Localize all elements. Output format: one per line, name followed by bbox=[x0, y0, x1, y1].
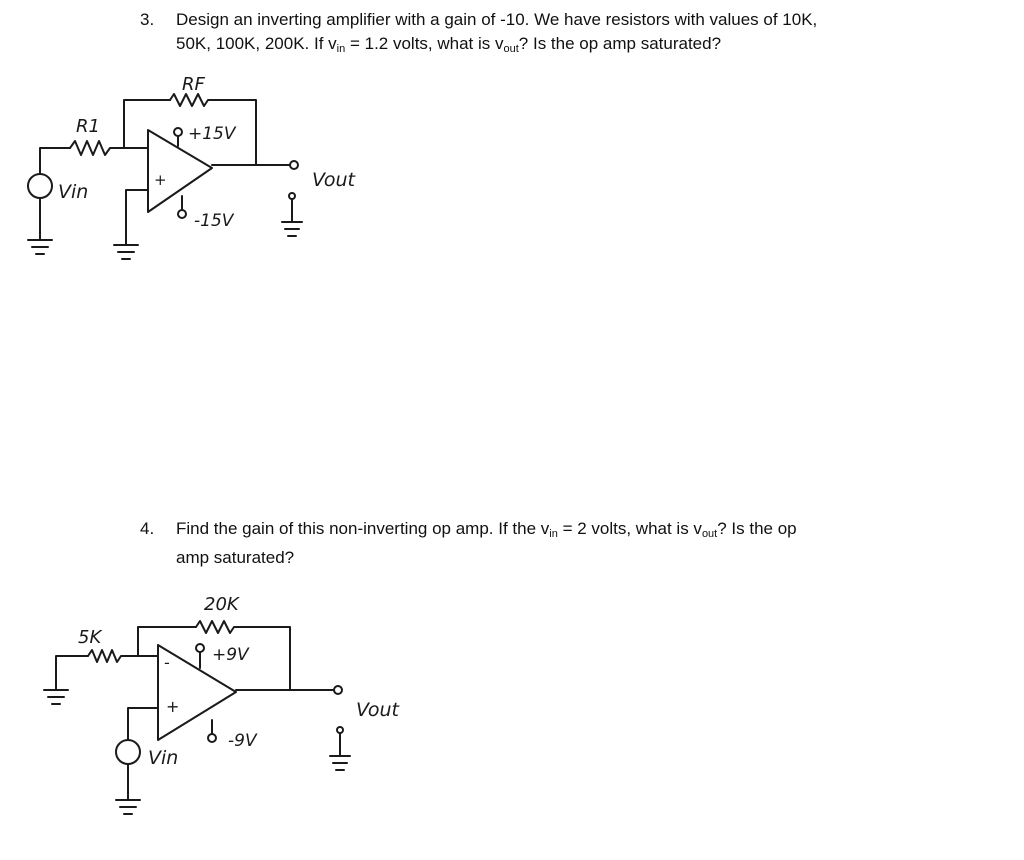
question-3-line-2: 50K, 100K, 200K. If $v_{in} = 1.2$ volts, what is $v_{out}$? Is the op amp saturated? bbox=[176, 34, 722, 55]
vin-source-3 bbox=[28, 174, 52, 198]
ground-3c bbox=[282, 222, 302, 236]
plus-wire-3 bbox=[126, 190, 148, 245]
rf-label-4: 20K bbox=[204, 594, 239, 615]
r1-wire-3 bbox=[40, 148, 70, 158]
question-4-number: 4. bbox=[140, 519, 155, 538]
vout-label-4: Vout bbox=[356, 699, 400, 721]
r1-wire-4 bbox=[56, 656, 88, 690]
vin-label-4: Vin bbox=[148, 747, 179, 769]
r1-resistor-4 bbox=[88, 650, 158, 662]
question-4-line-1: Find the gain of this non-inverting op amp. If the $v_{in} = 2$ volts, what is $v_{out}$? Is the op bbox=[176, 519, 797, 540]
question-3-number: 3. bbox=[140, 10, 155, 29]
vplus-terminal-3 bbox=[174, 128, 182, 136]
ground-4b bbox=[116, 800, 140, 814]
circuit-4 bbox=[44, 594, 401, 814]
vminus-label-3: -15V bbox=[194, 211, 234, 231]
vminus-label-4: -9V bbox=[228, 731, 257, 751]
rf-wire-4 bbox=[138, 627, 196, 656]
ground-4c bbox=[330, 756, 350, 770]
vin-source-4 bbox=[116, 740, 140, 764]
vplus-label-3: +15V bbox=[188, 124, 236, 144]
vin-label-3: Vin bbox=[58, 181, 89, 203]
ground-3a bbox=[114, 245, 138, 259]
r1-label-3: R1 bbox=[76, 116, 100, 137]
plus-sign-4: + bbox=[166, 697, 180, 716]
ground-4a bbox=[44, 690, 68, 704]
r1-label-4: 5K bbox=[78, 627, 102, 648]
question-4-line-2: amp saturated? bbox=[176, 548, 295, 567]
vminus-terminal-4 bbox=[208, 734, 216, 742]
r1-resistor-3 bbox=[70, 141, 148, 155]
vout-label-3: Vout bbox=[312, 169, 356, 191]
plus-sign-3: + bbox=[154, 171, 167, 189]
minus-sign-4: - bbox=[164, 653, 170, 672]
plus-wire-4 bbox=[128, 708, 158, 740]
vplus-terminal-4 bbox=[196, 644, 204, 652]
ground-3b bbox=[28, 240, 52, 254]
question-3-line-1: Design an inverting amplifier with a gain of -10. We have resistors with values of 10K, bbox=[176, 10, 818, 29]
vplus-label-4: +9V bbox=[212, 645, 249, 665]
output-terminal-4 bbox=[334, 686, 342, 694]
rf-label-3: RF bbox=[182, 74, 205, 95]
vminus-terminal-3 bbox=[178, 210, 186, 218]
circuit-3 bbox=[28, 74, 357, 259]
output-terminal-3 bbox=[290, 161, 298, 169]
